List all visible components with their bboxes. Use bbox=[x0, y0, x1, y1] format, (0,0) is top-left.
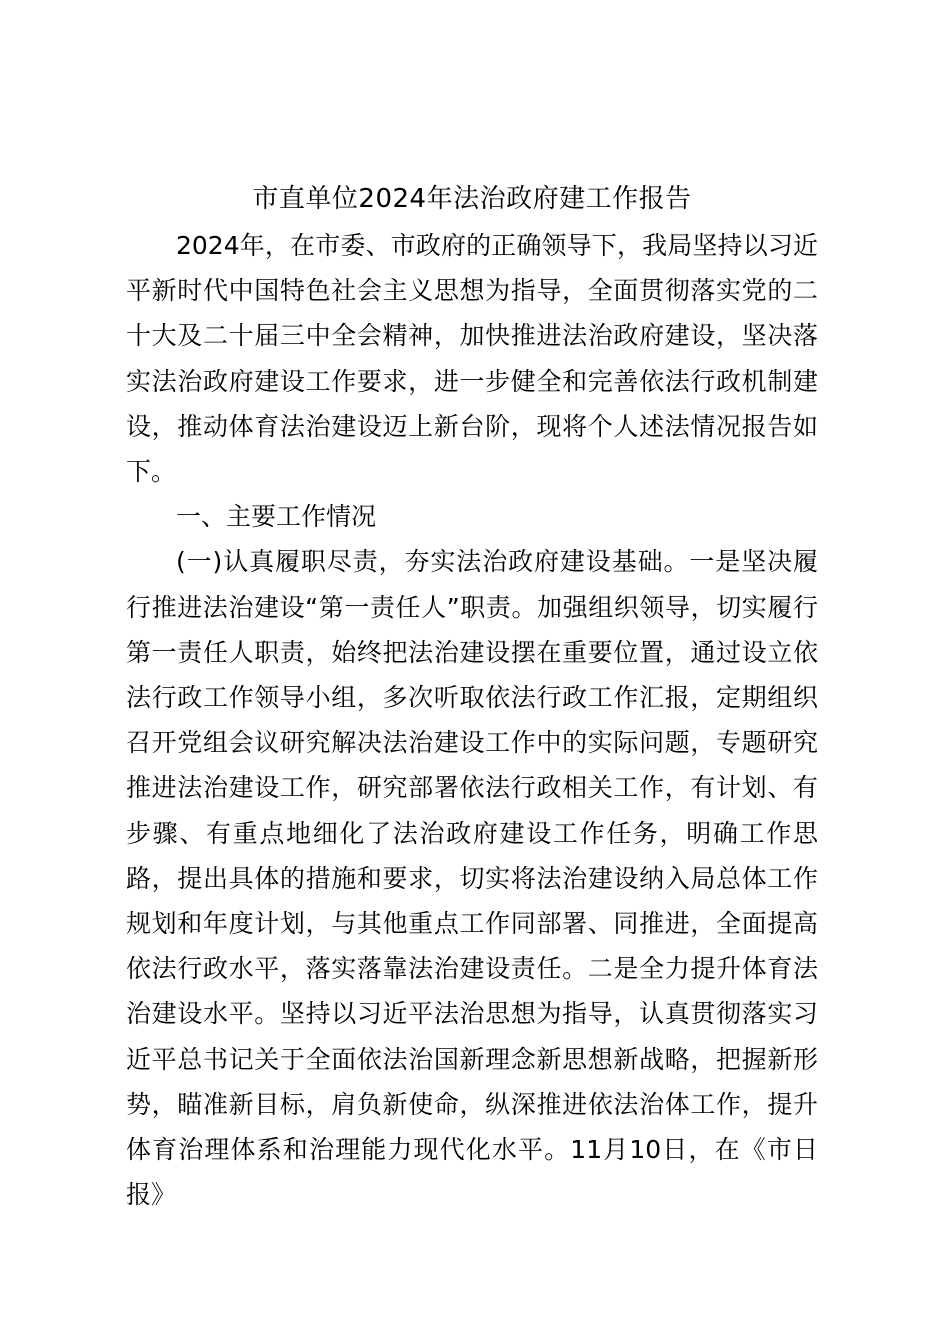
document-page bbox=[126, 178, 818, 1217]
section-body-paragraph: (一)认真履职尽责，夯实法治政府建设基础。一是坚决履行推进法治建设“第一责任人”职责。加强组织领导，切实履行第一责任人职责，始终把法治建设摆在重要位置，通过设立依法行政工作领导小组，多次听取依法行政工作汇报，定期组织召开党组会议研究解决法治建设工作中的实际问题，专题研究推进法治建设工作，研究部署依法行政相关工作，有计划、有步骤、有重点地细化了法治政府建设工作任务，明确工作思路，提出具体的措施和要求，切实将法治建设纳入局总体工作规划和年度计划，与其他重点工作同部署、同推进，全面提高依法行政水平，落实落靠法治建设责任。二是全力提升体育法治建设水平。坚持以习近平法治思想为指导，认真贯彻落实习近平总书记关于全面依法治国新理念新思想新战略，把握新形势，瞄准新目标，肩负新使命，纵深推进依法治体工作，提升体育治理体系和治理能力现代化水平。11月10日，在《市日报》 bbox=[126, 547, 818, 1210]
intro-paragraph: 2024年，在市委、市政府的正确领导下，我局坚持以习近平新时代中国特色社会主义思想为指导，全面贯彻落实党的二十大及二十届三中全会精神，加快推进法治政府建设，坚决落实法治政府建设工作要求，进一步健全和完善依法行政机制建设，推动体育法治建设迈上新台阶，现将个人述法情况报告如下。 bbox=[126, 231, 818, 487]
document-title: 市直单位2024年法治政府建工作报告 bbox=[252, 184, 692, 214]
section-heading: 一、主要工作情况 bbox=[176, 502, 377, 532]
